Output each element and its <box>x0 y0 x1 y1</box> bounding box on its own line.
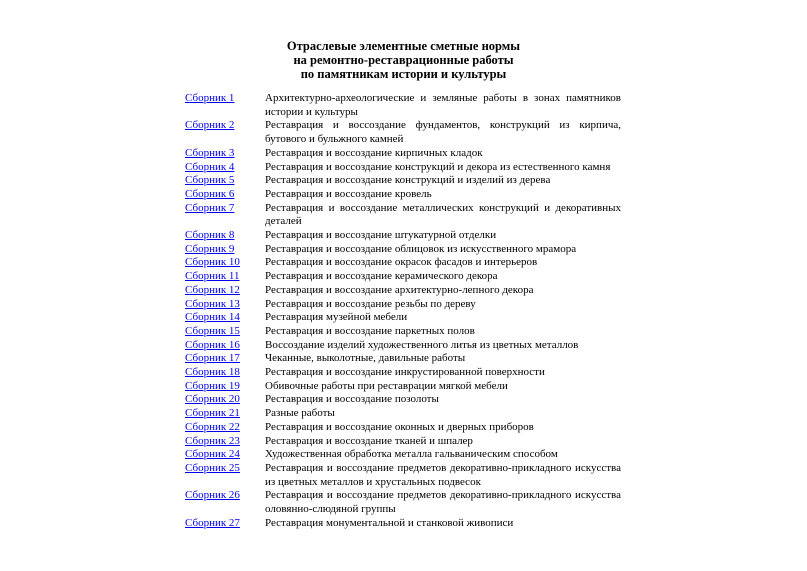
collection-link[interactable]: Сборник 10 <box>185 256 240 269</box>
list-item <box>185 256 621 270</box>
collection-link[interactable]: Сборник 8 <box>185 229 235 242</box>
collection-description: Чеканные, выколотные, давильные работы <box>265 352 466 365</box>
collection-description: Реставрация и воссоздание резьбы по дереву <box>265 297 476 310</box>
collection-description: Реставрация и воссоздание архитектурно-лепного декора <box>265 283 534 296</box>
collection-description: Реставрация и воссоздание облицовок из искусственного мрамора <box>265 242 577 255</box>
collection-link[interactable]: Сборник 5 <box>185 174 235 187</box>
list-item <box>185 229 621 243</box>
collection-link[interactable]: Сборник 4 <box>185 160 235 173</box>
list-item <box>185 517 621 531</box>
collection-list <box>185 92 621 531</box>
collection-link[interactable]: Сборник 14 <box>185 311 240 324</box>
list-item <box>185 448 621 462</box>
collection-description: Разные работы <box>265 407 335 420</box>
collection-link[interactable]: Сборник 6 <box>185 187 235 200</box>
title-line-2: на ремонтно-реставрационные работы <box>293 53 514 67</box>
collection-description: Реставрация и воссоздание паркетных полов <box>265 324 475 337</box>
collection-description: Реставрация и воссоздание позолоты <box>265 393 439 406</box>
collection-description: Воссоздание изделий художественного литья из цветных металлов <box>265 338 579 351</box>
collection-description: Реставрация и воссоздание металлических конструкций и декоративных деталей <box>265 201 621 228</box>
title-line-3: по памятникам истории и культуры <box>300 67 507 81</box>
collection-description: Реставрация и воссоздание конструкций и изделий из дерева <box>265 174 551 187</box>
collection-description: Реставрация и воссоздание тканей и шпалер <box>265 434 473 447</box>
collection-description: Архитектурно-археологические и земляные работы в зонах памятников истории и культуры <box>265 92 621 118</box>
collection-link[interactable]: Сборник 2 <box>185 119 235 132</box>
collection-link[interactable]: Сборник 17 <box>185 352 240 365</box>
collection-link[interactable]: Сборник 26 <box>185 489 240 502</box>
list-item <box>185 298 621 312</box>
list-item <box>185 188 621 202</box>
collection-link[interactable]: Сборник 16 <box>185 338 240 351</box>
collection-description: Реставрация монументальной и станковой живописи <box>265 516 514 529</box>
list-item <box>185 311 621 325</box>
list-item <box>185 435 621 449</box>
list-item <box>185 339 621 353</box>
collection-link[interactable]: Сборник 13 <box>185 297 240 310</box>
list-item <box>185 352 621 366</box>
collection-description: Реставрация и воссоздание фундаментов, конструкций из кирпича, бутового и бульжного камней <box>265 119 621 146</box>
collection-link[interactable]: Сборник 12 <box>185 283 240 296</box>
collection-link[interactable]: Сборник 21 <box>185 407 240 420</box>
list-item <box>185 421 621 435</box>
list-item <box>185 325 621 339</box>
list-item <box>185 270 621 284</box>
collection-description: Обивочные работы при реставрации мягкой мебели <box>265 379 508 392</box>
list-item <box>185 393 621 407</box>
collection-description: Реставрация и воссоздание окрасок фасадов и интерьеров <box>265 256 538 269</box>
list-item <box>185 243 621 257</box>
list-item <box>185 380 621 394</box>
collection-description: Реставрация и воссоздание кирпичных кладок <box>265 146 483 159</box>
collection-description: Реставрация и воссоздание керамического декора <box>265 270 498 283</box>
collection-link[interactable]: Сборник 3 <box>185 146 235 159</box>
document-title <box>0 39 807 81</box>
collection-link[interactable]: Сборник 9 <box>185 242 235 255</box>
collection-description: Реставрация и воссоздание оконных и дверных приборов <box>265 420 534 433</box>
list-item <box>185 161 621 175</box>
collection-description: Реставрация и воссоздание кровель <box>265 187 432 200</box>
collection-description: Реставрация музейной мебели <box>265 311 408 324</box>
collection-link[interactable]: Сборник 18 <box>185 366 240 379</box>
list-item <box>185 284 621 298</box>
collection-description: Реставрация и воссоздание штукатурной отделки <box>265 229 497 242</box>
collection-link[interactable]: Сборник 20 <box>185 393 240 406</box>
collection-link[interactable]: Сборник 7 <box>185 201 235 214</box>
collection-link[interactable]: Сборник 1 <box>185 92 235 104</box>
title-line-1: Отраслевые элементные сметные нормы <box>286 39 521 53</box>
collection-description: Реставрация и воссоздание предметов декоративно-прикладного искусства оловянно-слюдяной группы <box>265 489 621 516</box>
collection-link[interactable]: Сборник 25 <box>185 461 240 474</box>
collection-description: Художественная обработка металла гальваническим способом <box>265 448 558 461</box>
list-item <box>185 462 621 489</box>
collection-description: Реставрация и воссоздание конструкций и декора из естественного камня <box>265 160 611 173</box>
collection-link[interactable]: Сборник 24 <box>185 448 240 461</box>
list-item <box>185 407 621 421</box>
list-item <box>185 92 621 119</box>
collection-link[interactable]: Сборник 15 <box>185 324 240 337</box>
list-item <box>185 202 621 229</box>
list-item <box>185 119 621 146</box>
collection-description: Реставрация и воссоздание предметов декоративно-прикладного искусства из цветных металлов и хрустальных подвесок <box>265 461 621 488</box>
list-item <box>185 174 621 188</box>
collection-description: Реставрация и воссоздание инкрустированной поверхности <box>265 366 545 379</box>
collection-link[interactable]: Сборник 11 <box>185 270 240 283</box>
list-item <box>185 489 621 516</box>
list-item <box>185 366 621 380</box>
collection-link[interactable]: Сборник 23 <box>185 434 240 447</box>
collection-link[interactable]: Сборник 27 <box>185 516 240 529</box>
collection-link[interactable]: Сборник 22 <box>185 420 240 433</box>
list-item <box>185 147 621 161</box>
collection-link[interactable]: Сборник 19 <box>185 379 240 392</box>
